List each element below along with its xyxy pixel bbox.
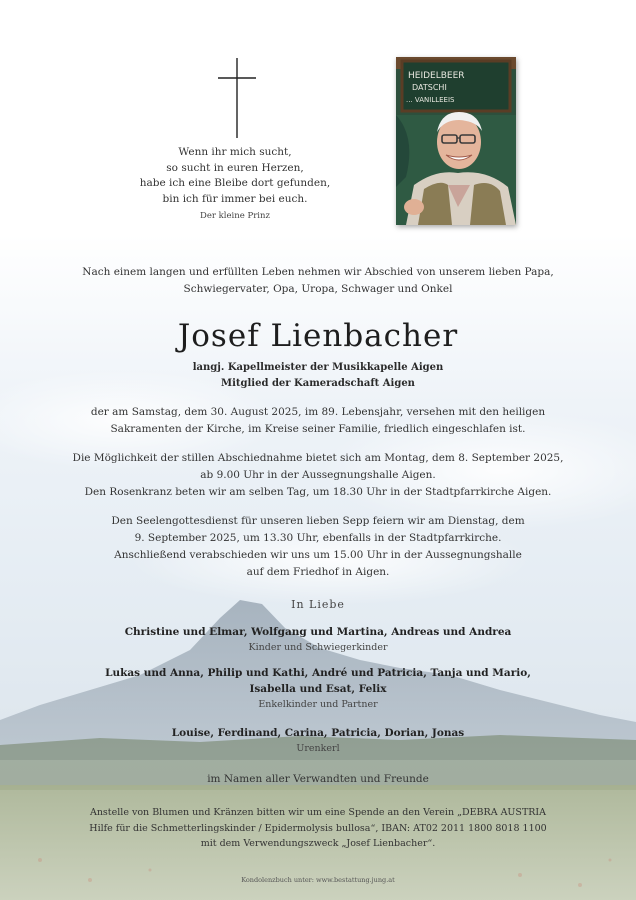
relatives-text: im Namen aller Verwandten und Freunde	[207, 773, 429, 785]
donation-line: Anstelle von Blumen und Kränzen bitten wir um eine Spende an den Verein „DEBRA AUSTRIA	[89, 807, 547, 818]
intro-text: Nach einem langen und erfüllten Leben nehmen wir Abschied von unserem lieben Papa, Schwiegervater, Opa, Uropa, Schwager und Onkel	[82, 266, 554, 295]
donation-line: Hilfe für die Schmetterlingskinder / Epidermolysis bullosa“, IBAN: AT02 2011 1800 8018 1100	[89, 822, 547, 834]
sign-text: ... VANILLEEIS	[406, 96, 455, 104]
family-group	[90, 725, 546, 757]
family-names: Lukas und Anna, Philip und Kathi, André und Patricia, Tanja und Mario, Isabella und Esat, Felix	[105, 667, 531, 695]
family-group	[90, 665, 546, 713]
deceased-name: Josef Lienbacher	[177, 318, 459, 354]
mass-line: auf dem Friedhof in Aigen.	[246, 566, 390, 578]
mass-line: Anschließend verabschieden wir uns um 15.00 Uhr in der Aussegnungshalle	[114, 549, 522, 561]
condolence-link[interactable]: Kondolenzbuch unter: www.bestattung.jung.at	[241, 876, 395, 884]
donation-request	[80, 805, 556, 852]
poem-line: Wenn ihr mich sucht,	[178, 146, 292, 158]
sign-text: HEIDELBEER	[408, 71, 465, 81]
sign-text: DATSCHI	[412, 83, 447, 92]
mass-line: 9. September 2025, um 13.30 Uhr, ebenfalls in der Stadtpfarrkirche.	[134, 532, 502, 544]
farewell-text	[70, 450, 566, 501]
farewell-line: Den Rosenkranz beten wir am selben Tag, um 18.30 Uhr in der Stadtpfarrkirche Aigen.	[84, 486, 552, 498]
role-line: langj. Kapellmeister der Musikkapelle Aigen	[192, 362, 444, 373]
poem-author: Der kleine Prinz	[200, 211, 270, 221]
family-relation: Urenkerl	[296, 743, 340, 754]
mass-line: Den Seelengottesdienst für unseren lieben Sepp feiern wir am Dienstag, dem	[111, 515, 525, 527]
poem-line: so sucht in euren Herzen,	[166, 161, 304, 174]
role-line: Mitglied der Kameradschaft Aigen	[221, 378, 415, 389]
family-names: Christine und Elmar, Wolfgang und Martina, Andreas und Andrea	[124, 626, 512, 638]
mass-text	[70, 513, 566, 581]
passing-text: der am Samstag, dem 30. August 2025, im 89. Lebensjahr, versehen mit den heiligen Sakramenten der Kirche, im Kreise seiner Familie, friedlich eingeschlafen ist.	[90, 406, 546, 435]
family-names: Louise, Ferdinand, Carina, Patricia, Dorian, Jonas	[171, 727, 465, 739]
farewell-line: Die Möglichkeit der stillen Abschiednahme bietet sich am Montag, dem 8. September 2025,	[72, 452, 564, 464]
poem-line: bin ich für immer bei euch.	[162, 192, 308, 205]
deceased-roles	[60, 360, 576, 392]
cross-icon	[218, 58, 256, 138]
family-relation: Kinder und Schwiegerkinder	[248, 642, 388, 653]
portrait-photo	[396, 57, 516, 225]
family-group	[90, 624, 546, 656]
farewell-line: ab 9.00 Uhr in der Aussegnungshalle Aigen.	[200, 469, 436, 481]
family-relation: Enkelkinder und Partner	[258, 699, 378, 710]
poem	[120, 145, 350, 225]
donation-line: mit dem Verwendungszweck „Josef Lienbacher“.	[200, 838, 436, 849]
poem-line: habe ich eine Bleibe dort gefunden,	[139, 177, 331, 189]
in-liebe-heading: In Liebe	[291, 598, 345, 611]
